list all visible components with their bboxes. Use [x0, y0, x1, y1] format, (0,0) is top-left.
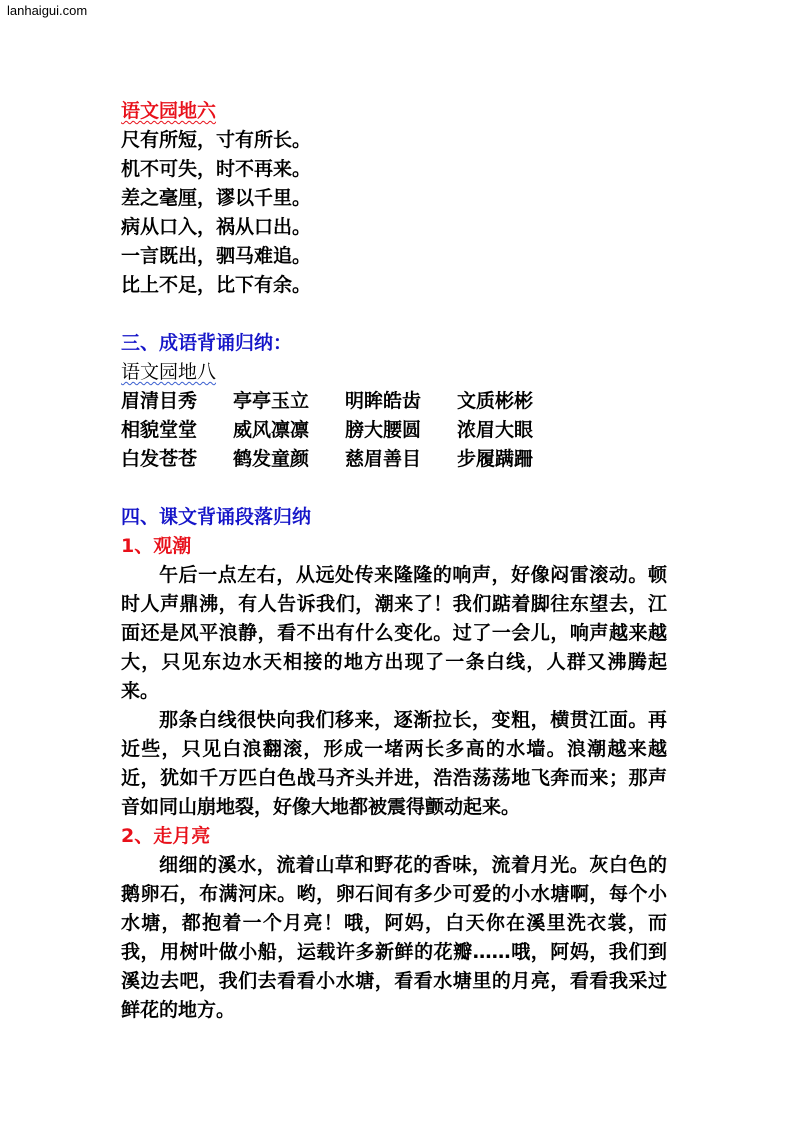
idiom: 眉清目秀 — [121, 390, 198, 412]
proverb-line: 机不可失，时不再来。 — [121, 158, 312, 180]
watermark: lanhaigui.com — [7, 3, 88, 18]
idiom: 慈眉善目 — [345, 448, 422, 470]
proverb-line: 一言既出，驷马难追。 — [121, 245, 312, 267]
idiom: 文质彬彬 — [457, 390, 534, 412]
document-body — [121, 97, 701, 1025]
spacer — [121, 474, 701, 503]
idioms-subtitle — [121, 358, 701, 387]
lesson-paragraph: 细细的溪水，流着山草和野花的香味，流着月光。灰白色的鹅卵石，布满河床。哟，卵石间有多少可爱的小水塘啊，每个小水塘，都抱着一个月亮！哦，阿妈，白天你在溪里洗衣裳，而我，用树叶做小船，运载许多新鲜的花瓣……哦，阿妈，我们到溪边去吧，我们去看看小水塘，看看水塘里的月亮，看看我采过鲜花的地方。 — [121, 854, 667, 1021]
idioms-section-heading: 三、成语背诵归纳： — [121, 332, 293, 354]
idiom: 威风凛凛 — [233, 419, 310, 441]
section-title-yuwen-garden-6 — [121, 97, 701, 126]
idiom: 明眸皓齿 — [345, 390, 422, 412]
idiom: 浓眉大眼 — [457, 419, 534, 441]
idiom: 亭亭玉立 — [233, 390, 310, 412]
proverb-line: 差之毫厘，谬以千里。 — [121, 187, 312, 209]
proverb-line: 尺有所短，寸有所长。 — [121, 129, 312, 151]
recitation-section-heading: 四、课文背诵段落归纳 — [121, 506, 312, 528]
yuwen-garden-6-title: 语文园地六 — [121, 100, 217, 122]
idiom: 膀大腰圆 — [345, 419, 422, 441]
proverb-line: 病从口入，祸从口出。 — [121, 216, 312, 238]
lesson-paragraph: 那条白线很快向我们移来，逐渐拉长，变粗，横贯江面。再近些，只见白浪翻滚，形成一堵两长多高的水墙。浪潮越来越近，犹如千万匹白色战马齐头并进，浩浩荡荡地飞奔而来；那声音如同山崩地裂，好像大地都被震得颤动起来。 — [121, 709, 667, 818]
lesson-title-guanchao: 1、观潮 — [121, 535, 192, 557]
idiom-row — [121, 387, 701, 416]
idiom: 相貌堂堂 — [121, 419, 198, 441]
lesson-paragraph: 午后一点左右，从远处传来隆隆的响声，好像闷雷滚动。顿时人声鼎沸，有人告诉我们，潮来了！我们踮着脚往东望去，江面还是风平浪静，看不出有什么变化。过了一会儿，响声越来越大，只见东边水天相接的地方出现了一条白线，人群又沸腾起来。 — [121, 564, 667, 702]
idiom-row — [121, 416, 701, 445]
idiom: 白发苍苍 — [121, 448, 198, 470]
proverb-line: 比上不足，比下有余。 — [121, 274, 312, 296]
idioms-subtitle-text: 语文园地八 — [121, 361, 217, 383]
idiom-row — [121, 445, 701, 474]
lesson-title-zouyueliang: 2、走月亮 — [121, 825, 211, 847]
spacer — [121, 300, 701, 329]
idiom: 步履蹒跚 — [457, 448, 534, 470]
idiom: 鹤发童颜 — [233, 448, 310, 470]
